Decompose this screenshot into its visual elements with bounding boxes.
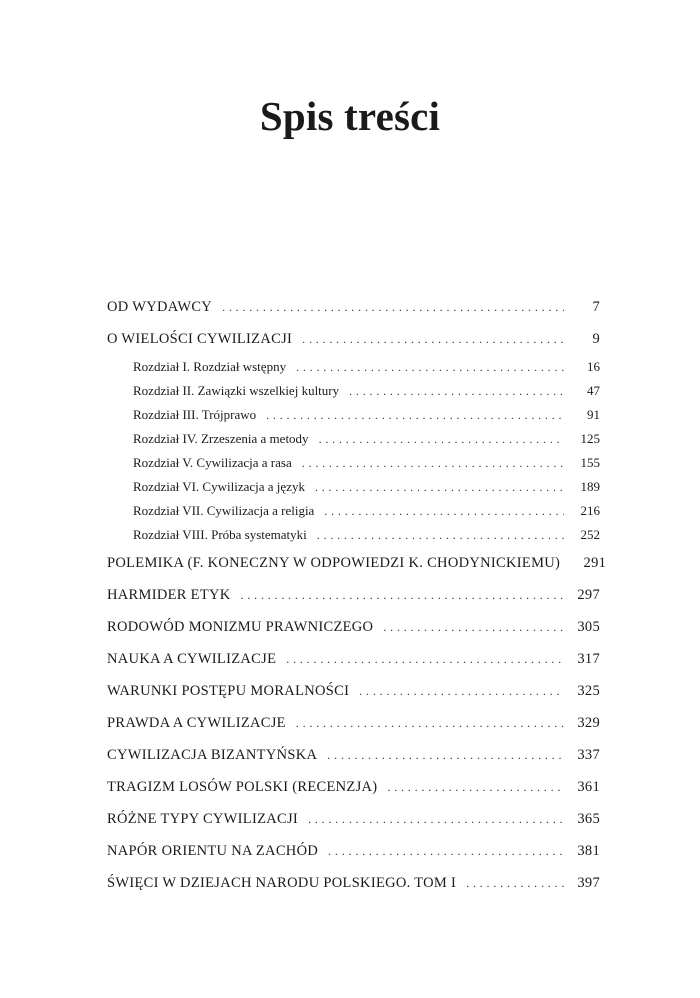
dot-leader [317,523,564,547]
toc-entry [107,291,600,323]
toc-entry-page: 337 [577,747,600,763]
toc-chapter-label: Rozdział V. Cywilizacja a rasa [133,455,292,470]
toc-chapter-page: 91 [587,407,600,422]
toc-entry [107,675,600,707]
toc-chapter [107,499,600,523]
toc-chapter-label: Rozdział IV. Zrzeszenia a metody [133,431,309,446]
toc-entry-label: TRAGIZM LOSÓW POLSKI (RECENZJA) [107,779,378,795]
toc-entry [107,643,600,675]
toc-entry [107,547,607,579]
page-title: Spis treści [259,93,441,139]
toc-chapter [107,427,600,451]
dot-leader [466,867,564,899]
toc-entry [107,579,600,611]
toc-chapter-page: 189 [580,479,600,494]
dot-leader [327,739,564,771]
toc-entry-page: 317 [577,651,600,667]
table-of-contents [107,291,607,899]
dot-leader [315,475,564,499]
dot-leader [296,355,564,379]
toc-entry-page: 325 [577,683,600,699]
toc-chapter-label: Rozdział VIII. Próba systematyki [133,527,307,542]
toc-chapter [107,403,600,427]
toc-entry [107,323,600,355]
toc-entry [107,803,600,835]
toc-chapter-page: 216 [580,503,600,518]
toc-chapter-label: Rozdział III. Trójprawo [133,407,257,422]
toc-entry-label: HARMIDER ETYK [107,587,231,603]
toc-chapter [107,355,600,379]
toc-chapter-page: 125 [580,431,600,446]
dot-leader [324,499,564,523]
toc-entry [107,739,600,771]
dot-leader [383,611,564,643]
dot-leader [286,643,564,675]
dot-leader [319,427,564,451]
toc-entry-page: 7 [592,299,600,315]
toc-entry-label: ŚWIĘCI W DZIEJACH NARODU POLSKIEGO. TOM I [107,875,457,891]
toc-chapter [107,523,600,547]
toc-entry [107,867,600,899]
dot-leader [302,323,564,355]
toc-chapter-label: Rozdział II. Zawiązki wszelkiej kultury [133,383,340,398]
section-list [107,547,607,899]
toc-chapter-label: Rozdział VI. Cywilizacja a język [133,479,305,494]
toc-entry-label: OD WYDAWCY [107,299,213,315]
dot-leader [308,803,564,835]
toc-entry-label: RÓŻNE TYPY CYWILIZACJI [107,811,299,827]
dot-leader [222,291,564,323]
toc-entry-page: 361 [577,779,600,795]
toc-entry [107,835,600,867]
toc-entry [107,707,600,739]
toc-chapter-page: 16 [587,359,600,374]
dot-leader [296,707,564,739]
toc-entry-page: 397 [577,875,600,891]
toc-entry-label: POLEMIKA (F. KONECZNY W ODPOWIEDZI K. CHODYNICKIEMU) [107,555,561,571]
toc-entry-label: WARUNKI POSTĘPU MORALNOŚCI [107,683,350,699]
toc-chapter-label: Rozdział I. Rozdział wstępny [133,359,287,374]
toc-entry-label: O WIELOŚCI CYWILIZACJI [107,331,293,347]
toc-entry-page: 329 [577,715,600,731]
toc-chapter [107,451,600,475]
dot-leader [359,675,564,707]
toc-chapter-page: 252 [580,527,600,542]
toc-entry [107,611,600,643]
chapter-list [107,355,600,547]
dot-leader [302,451,564,475]
dot-leader [387,771,564,803]
toc-entry-page: 9 [592,331,600,347]
toc-entry-label: RODOWÓD MONIZMU PRAWNICZEGO [107,619,374,635]
toc-entry-page: 297 [577,587,600,603]
toc-entry-label: NAPÓR ORIENTU NA ZACHÓD [107,843,319,859]
toc-entry-label: CYWILIZACJA BIZANTYŃSKA [107,747,318,763]
toc-chapter-label: Rozdział VII. Cywilizacja a religia [133,503,315,518]
toc-entry [107,771,600,803]
toc-entry-page: 365 [577,811,600,827]
toc-entry-page: 381 [577,843,600,859]
dot-leader [241,579,564,611]
dot-leader [328,835,564,867]
toc-entry-label: NAUKA A CYWILIZACJE [107,651,277,667]
dot-leader [349,379,564,403]
toc-chapter [107,475,600,499]
dot-leader [266,403,564,427]
toc-chapter-page: 47 [587,383,600,398]
toc-entry-label: PRAWDA A CYWILIZACJE [107,715,286,731]
toc-entry-page: 291 [583,555,607,571]
toc-entry-page: 305 [577,619,600,635]
toc-chapter-page: 155 [580,455,600,470]
toc-chapter [107,379,600,403]
